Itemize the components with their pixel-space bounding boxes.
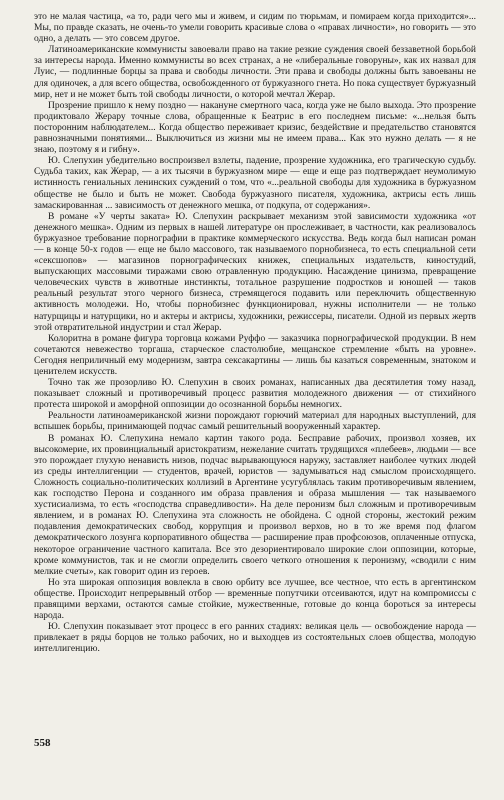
paragraph: В романах Ю. Слепухина немало картин такого рода. Бесправие рабочих, произвол хозяев, их высокомерие, их провинциальный аристократизм, нежелание считать трудящихся «плебеев», людьми — все это порождает глухую ненависть низов, подчас вырывающуюся наружу, заставляет наиболее чутких людей из среды интеллигенции — студентов, врачей, юристов — задумываться над смыслом происходящего. Сложность социально-политических коллизий в Аргентине усугублялась таким противоречивым явлением, как господство Перона и созданного им образа правления и образа мышления — так называемого хустисиализма, то есть «господства справедливости». На деле перонизм был сложным и противоречивым явлением, и в романах Ю. Слепухина эта сложность не обойдена. С одной стороны, жестокий режим подавления демократических свобод, коррупция и произвол верхов, но в то же время под флагом демократического лозунга корпоративного общества — расширение прав профсоюзов, оплаченные отпуска, некоторое ограничение частного капитала. Все это дезориентировало широкие слои оппозиции, которые, кроме коммунистов, так и не смогли определить своего четкого отношения к перонизму, «сводили с ним мелкие счеты», как говорит один из героев. [34, 433, 476, 577]
paragraph: Прозрение пришло к нему поздно — накануне смертного часа, когда уже не было выхода. Это прозрение продиктовало Жерару точные слова, обращенные к Беатрис в его последнем письме: «...нельзя быть посторонним наблюдателем... Когда общество переживает кризис, бездействие и предательство становятся равнозначными понятиями... Выключиться из жизни мы не имеем права... Как это нужно делать — я не знаю, поэтому я и гибну». [34, 100, 476, 156]
body-text [34, 12, 476, 655]
page-number: 558 [34, 737, 51, 749]
paragraph: Точно так же прозорливо Ю. Слепухин в своих романах, написанных два десятилетия тому назад, показывает сложный и противоречивый процесс развития молодежного движения — от стихийного протеста широкой и аморфной оппозиции до осознанной борьбы немногих. [34, 378, 476, 411]
paragraph: Но эта широкая оппозиция вовлекла в свою орбиту все лучшее, все честное, что есть в аргентинском обществе. Происходит непрерывный отбор — временные попутчики отсеиваются, идут на компромиссы с правящими верхами, остаются самые стойкие, мужественные, готовые до конца бороться за интересы народа. [34, 577, 476, 622]
paragraph: Латиноамериканские коммунисты завоевали право на такие резкие суждения своей беззаветной борьбой за интересы народа. Именно коммунисты во всех странах, а не «либеральные говоруны», как их назвал для Луис, — подлинные борцы за права и свободы личности. Эти права и свободы должны быть завоеваны не для одиночек, а для всего общества, освобожденного от буржуазного гнета. Но пока существует буржуазный мир, нет и не может быть той свободы личности, о которой мечтал Жерар. [34, 45, 476, 100]
paragraph: Реальности латиноамериканской жизни порождают горючий материал для народных выступлений, для вспышек борьбы, принимающей подчас самый решительный вооруженный характер. [34, 411, 476, 433]
paragraph: Колоритна в романе фигура торговца кожами Руффо — заказчика порнографической продукции. В нем сочетаются невежество торгаша, старческое сластолюбие, мещанское стремление «быть на уровне». Сегодня неприличный ему модернизм, завтра сексакартины — лишь бы казаться современным, знатоком и ценителем искусств. [34, 333, 476, 377]
paragraph: это не малая частица, «а то, ради чего мы и живем, и сидим по тюрьмам, и помираем когда приходится»... Мы, по правде сказать, не очень-то умели говорить красивые слова о «правах личности», но говорить — это одно, а делать — это совсем другое. [34, 12, 476, 45]
paragraph: Ю. Слепухин убедительно воспроизвел взлеты, падение, прозрение художника, его трагическую судьбу. Судьба таких, как Жерар, — а их тысячи в буржуазном мире — еще и еще раз подтверждает неумолимую истинность гениальных ленинских суждений о том, что «...реальной свободы для художника в буржуазном обществе не было и быть не может. Свобода буржуазного писателя, художника, актрисы есть лишь замаскированная ... зависимость от денежного мешка, от подкупа, от содержания». [34, 156, 476, 211]
paragraph: Ю. Слепухин показывает этот процесс в его ранних стадиях: великая цель — освобождение народа — привлекает в ряды борцов не только рабочих, но и выходцев из состоятельных слоев общества, молодую интеллигенцию. [34, 622, 476, 655]
paragraph: В романе «У черты заката» Ю. Слепухин раскрывает механизм этой зависимости художника «от денежного мешка». Одним из первых в нашей литературе он прослеживает, в частности, как реализовалось буржуазное требование порнографии в практике коммерческого искусства. Ведь когда был написан роман — в конце 50-х годов — еще не было массового, так называемого порнобизнеса, то есть специальной сети «сексшопов» — магазинов порнографических книжек, специальных издательств, киностудий, выпускающих массовыми тиражами свою отравленную продукцию. Насаждение цинизма, превращение человеческих чувств в животные инстинкты, тотальное разрушение подростков и юношей — таков реальный результат этого черного бизнеса, стремящегося подавить или переключить общественную активность молодежи. Но, чтобы порнобизнес функционировал, нужны исполнители — не только натурщицы и натурщики, но и актеры и актрисы, художники, режиссеры, писатели. Одной из первых жертв этой отвратительной индустрии и стал Жерар. [34, 211, 476, 333]
